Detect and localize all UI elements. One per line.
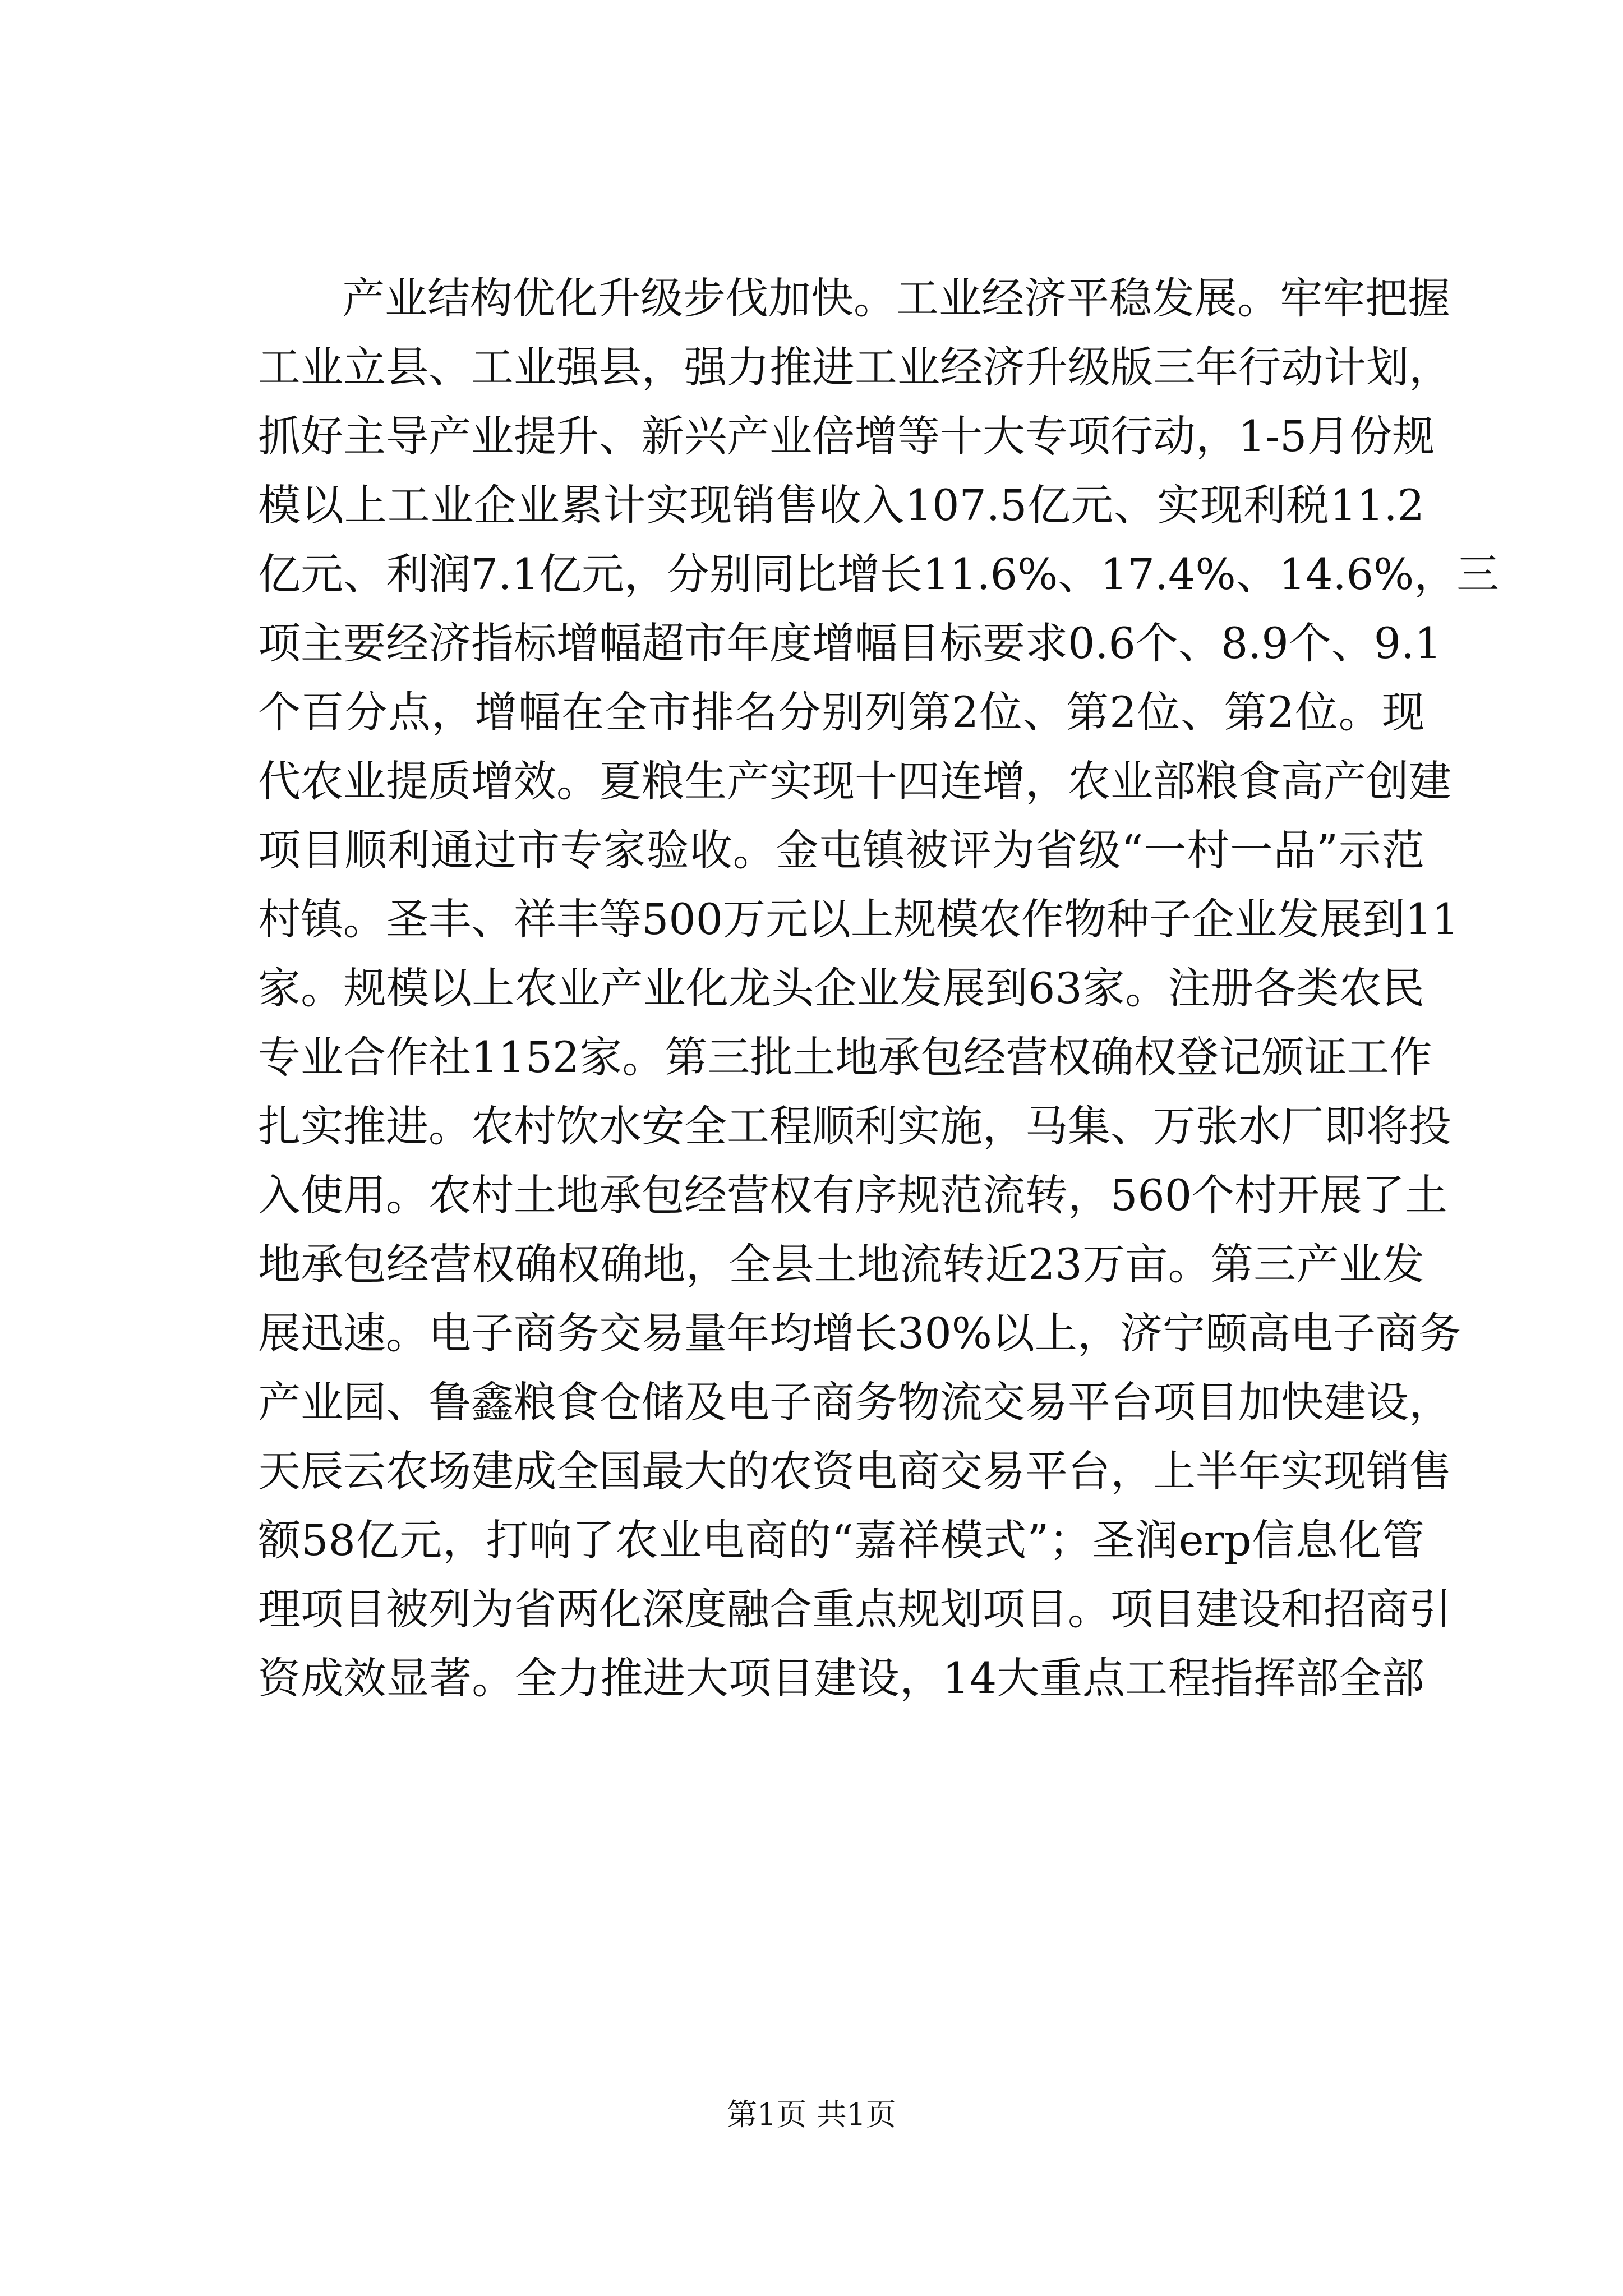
text-line: 产业结构优化升级步伐加快。工业经济平稳发展。牢牢把握 (342, 273, 1450, 323)
body-paragraph (258, 264, 1500, 1713)
text-line: 专业合作社1152家。第三批土地承包经营权确权登记颁证工作 (258, 1032, 1432, 1082)
text-line: 天辰云农场建成全国最大的农资电商交易平台，上半年实现销售 (258, 1446, 1451, 1496)
text-line: 展迅速。电子商务交易量年均增长30%以上，济宁颐高电子商务 (258, 1308, 1461, 1358)
text-line: 模以上工业企业累计实现销售收入107.5亿元、实现利税11.2 (258, 480, 1424, 530)
text-line: 产业园、鲁鑫粮食仓储及电子商务物流交易平台项目加快建设， (258, 1377, 1451, 1427)
text-line: 理项目被列为省两化深度融合重点规划项目。项目建设和招商引 (258, 1584, 1451, 1634)
text-line: 抓好主导产业提升、新兴产业倍增等十大专项行动，1-5月份规 (258, 411, 1435, 461)
text-line: 个百分点，增幅在全市排名分别列第2位、第2位、第2位。现 (258, 687, 1424, 737)
text-line: 工业立县、工业强县，强力推进工业经济升级版三年行动计划， (258, 342, 1451, 392)
page-number-footer: 第1页 共1页 (727, 2097, 896, 2132)
text-line: 扎实推进。农村饮水安全工程顺利实施，马集、万张水厂即将投 (258, 1101, 1451, 1151)
text-line: 代农业提质增效。夏粮生产实现十四连增，农业部粮食高产创建 (258, 756, 1451, 806)
text-line: 项目顺利通过市专家验收。金屯镇被评为省级“一村一品”示范 (258, 825, 1424, 875)
text-line: 亿元、利润7.1亿元，分别同比增长11.6%、17.4%、14.6%，三 (258, 549, 1500, 599)
text-line: 地承包经营权确权确地，全县土地流转近23万亩。第三产业发 (258, 1239, 1424, 1289)
text-line: 入使用。农村土地承包经营权有序规范流转，560个村开展了土 (258, 1170, 1448, 1220)
text-line: 额58亿元，打响了农业电商的“嘉祥模式”；圣润erp信息化管 (258, 1515, 1424, 1565)
text-line: 家。规模以上农业产业化龙头企业发展到63家。注册各类农民 (258, 963, 1424, 1013)
text-line: 项主要经济指标增幅超市年度增幅目标要求0.6个、8.9个、9.1 (258, 618, 1442, 668)
text-line: 村镇。圣丰、祥丰等500万元以上规模农作物种子企业发展到11 (258, 894, 1459, 944)
text-line: 资成效显著。全力推进大项目建设，14大重点工程指挥部全部 (258, 1653, 1424, 1703)
